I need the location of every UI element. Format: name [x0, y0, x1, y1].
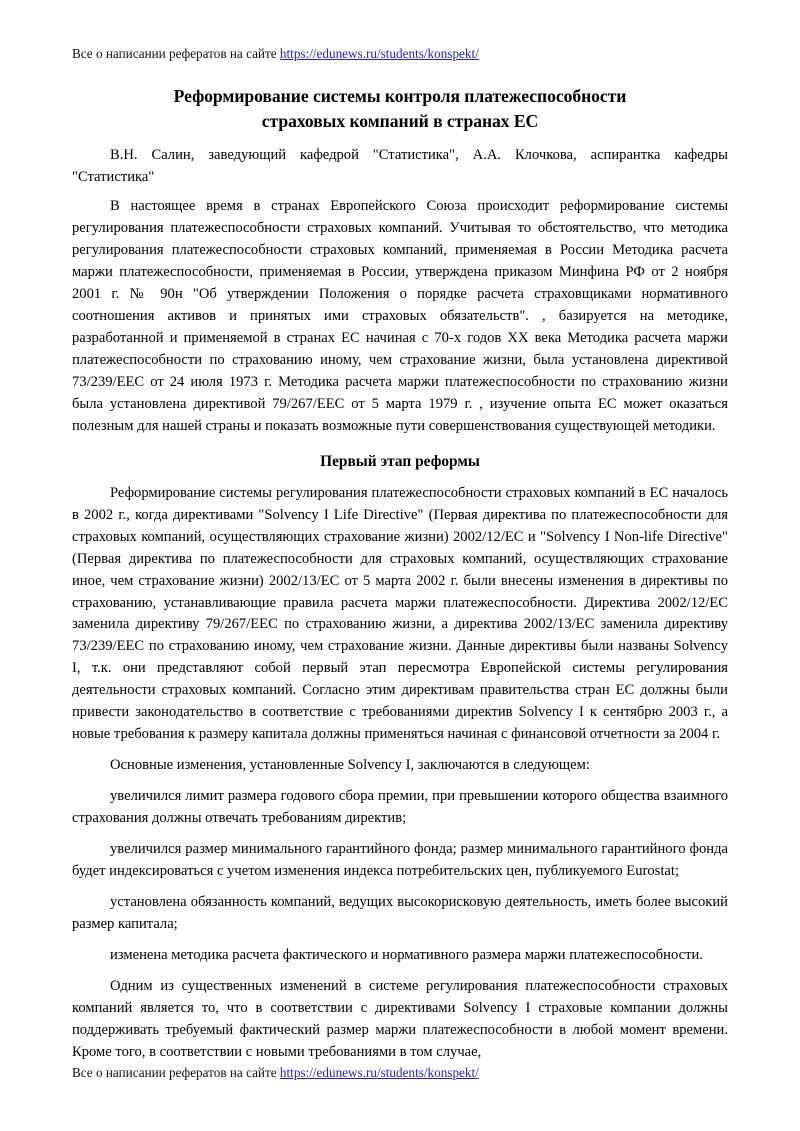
paragraph-final: Одним из существенных изменений в системе регулирования платежеспособности страховых компаний является то, что в соответствии с директивами Solvency I страховые компании должны поддерживать требуемый фактический размер маржи платежеспособности в любой момент времени. Кроме того, в соответствии с новыми требованиями в том случае, — [72, 978, 728, 1060]
running-footer-line — [72, 1065, 728, 1082]
section-heading-first-stage: Первый этап реформы — [320, 452, 480, 470]
running-footer-link[interactable]: https://edunews.ru/students/konspekt/ — [279, 1065, 479, 1080]
change-item: увеличился размер минимального гарантийного фонда; размер минимального гарантийного фонда будет индексироваться с учетом изменения индекса потребительских цен, публикуемого Eurostat; — [72, 841, 728, 880]
document-title — [72, 84, 728, 134]
authors-line: В.Н. Салин, заведующий кафедрой "Статистика", А.А. Клочкова, аспирантка кафедры "Статистика" — [72, 147, 728, 185]
running-header — [72, 46, 728, 63]
running-footer — [72, 1065, 728, 1082]
change-item: изменена методика расчета фактического и нормативного размера маржи платежеспособности. — [110, 947, 703, 964]
change-item: установлена обязанность компаний, ведущих высокорисковую деятельность, иметь более высокий размер капитала; — [72, 894, 728, 933]
change-item: увеличился лимит размера годового сбора премии, при превышении которого общества взаимного страхования должны отвечать требованиям директив; — [72, 788, 728, 827]
document-title-line-1: Реформирование системы контроля платежеспособности — [173, 86, 627, 106]
authors-block — [72, 145, 728, 189]
running-footer-prefix: Все о написании рефератов на сайте — [72, 1065, 280, 1080]
document-body — [72, 196, 728, 1064]
paragraph-changes-lead: Основные изменения, установленные Solvency I, заключаются в следующем: — [110, 757, 590, 774]
running-header-link[interactable]: https://edunews.ru/students/konspekt/ — [279, 46, 479, 61]
paragraph-reform: Реформирование системы регулирования платежеспособности страховых компаний в ЕС началось в 2002 г., когда директивами "Solvency I Life Directive" (Первая директива по платежеспособности для страховых компаний, осуществляющих страхование жизни) 2002/12/EC и "Solvency I Non-life Directive" (Первая директива по платежеспособности для страховых компаний, осуществляющих страхование иное, чем страхование жизни) 2002/13/EC от 5 марта 2002 г. были внесены изменения в директивы по страхованию, устанавливающие правила расчета маржи платежеспособности. Директива 2002/12/EC заменила директиву 79/267/EEC по страхованию жизни, а директива 2002/13/EC заменила директиву 73/239/EEC по страхованию иному, чем страхование жизни. Данные директивы были названы Solvency I, т.к. они представляют собой первый этап пересмотра Европейской системы регулирования деятельности страховых компаний. Согласно этим директивам правительства стран ЕС должны были привести законодательство в соответствие с требованиями директив Solvency I к сентябрю 2003 г., а новые требования к размеру капитала должны применяться начиная с финансовой отчетности за 2004 г. — [72, 484, 728, 743]
title-block — [72, 84, 728, 134]
document-title-line-2: страховых компаний в странах ЕС — [261, 110, 539, 131]
paragraph-intro: В настоящее время в странах Европейского Союза происходит реформирование системы регулирования платежеспособности страховых компаний. Учитывая то обстоятельство, что методика регулирования платежеспособности страховых компаний, применяемая в России Методика расчета маржи платежеспособности, применяемая в России, утверждена приказом Минфина РФ от 2 ноября 2001 г. № 90н "Об утверждении Положения о порядке расчета страховщиками нормативного соотношения активов и принятых ими страховых обязательств". , базируется на методике, разработанной и применяемой в странах ЕС начиная с 70-х годов XX века Методика расчета маржи платежеспособности по страхованию иному, чем страхование жизни, была установлена директивой 73/239/EEC от 24 июля 1973 г. Методика расчета маржи платежеспособности по страхованию жизни была установлена директивой 79/267/EEC от 5 марта 1979 г. , изучение опыта ЕС может оказаться полезным для нашей страны и показать возможные пути совершенствования существующей методики. — [72, 198, 728, 434]
running-header-line — [72, 46, 728, 63]
running-header-prefix: Все о написании рефератов на сайте — [72, 46, 280, 61]
